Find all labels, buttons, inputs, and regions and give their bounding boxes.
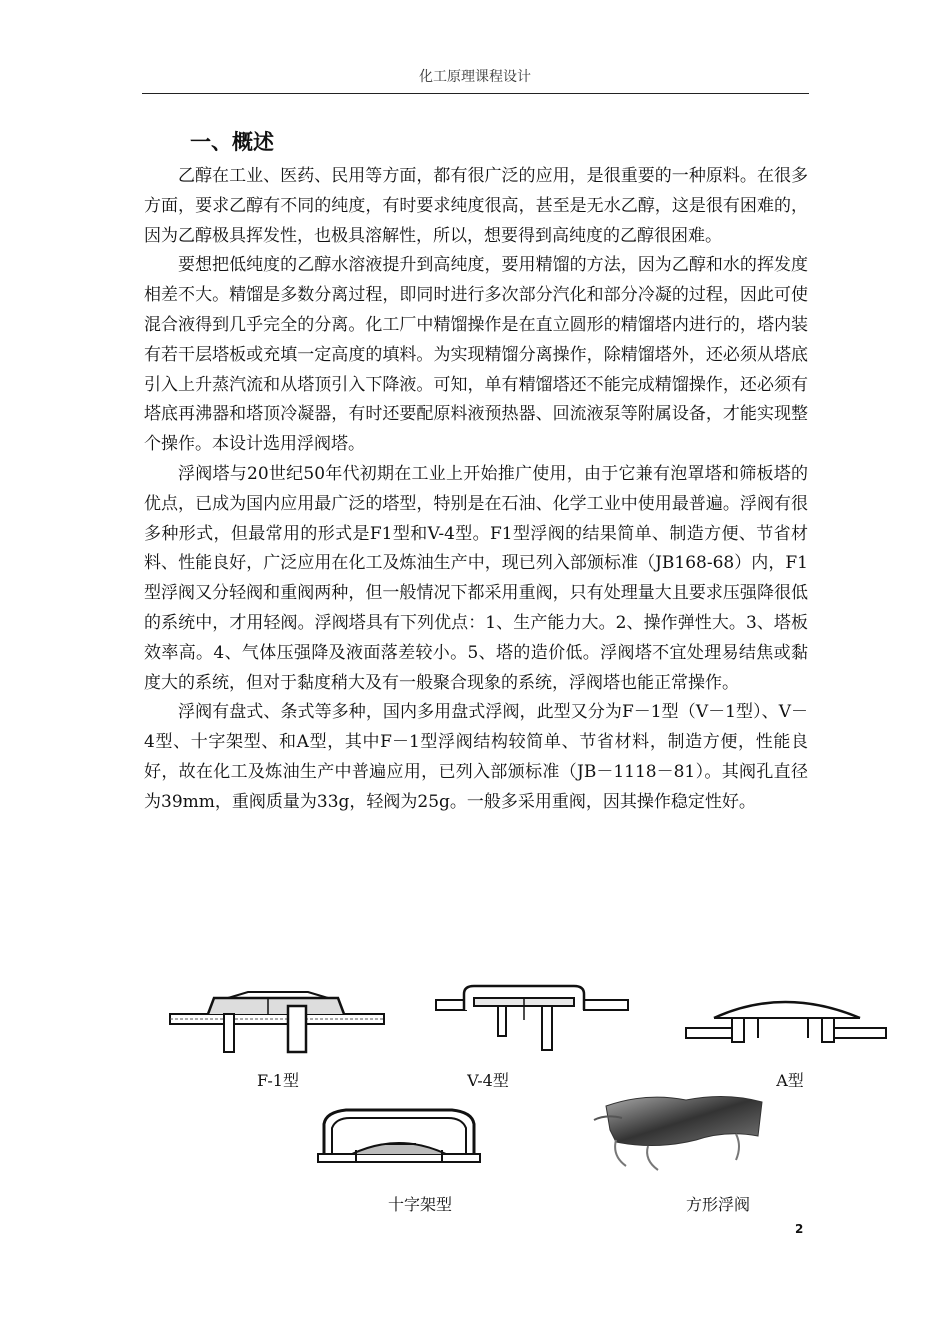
square-valve-drawing [586, 1090, 772, 1174]
a-valve-drawing [684, 992, 890, 1048]
figure-caption-f1: F-1型 [257, 1071, 299, 1090]
figure-caption-cross: 十字架型 [387, 1195, 452, 1214]
paragraph: 乙醇在工业、医药、民用等方面，都有很广泛的应用，是很重要的一种原料。在很多方面，要求乙醇有不同的纯度，有时要求纯度很高，甚至是无水乙醇，这是很有困难的，因为乙醇极具挥发性，也极具溶解性，所以，想要得到高纯度的乙醇很困难。 [144, 166, 808, 246]
paragraph: 浮阀塔与20世纪50年代初期在工业上开始推广使用，由于它兼有泡罩塔和筛板塔的优点，已成为国内应用最广泛的塔型，特别是在石油、化学工业中使用最普遍。浮阀有很多种形式，但最常用的形式是F1型和V-4型。F1型浮阀的结果简单、制造方便、节省材料、性能良好，广泛应用在化工及炼油生产中，现已列入部颁标准（JB168-68）内，F1 型浮阀又分轻阀和重阀两种，但一般情况下都采用重阀，只有处理量大且要求压强降很低的系统中，才用轻阀。浮阀塔具有下列优点：1、生产能力大。2、操作弹性大。3、塔板效率高。4、气体压强降及液面落差较小。5、塔的造价低。浮阀塔不宜处理易结焦或黏度大的系统，但对于黏度稍大及有一般聚合现象的系统，浮阀塔也能正常操作。 [144, 463, 808, 693]
page-header: 化工原理课程设计 [419, 69, 531, 85]
paragraph: 要想把低纯度的乙醇水溶液提升到高纯度，要用精馏的方法，因为乙醇和水的挥发度相差不大。精馏是多数分离过程，即同时进行多次部分汽化和部分冷凝的过程，因此可使混合液得到几乎完全的分离。化工厂中精馏操作是在直立圆形的精馏塔内进行的，塔内装有若干层塔板或充填一定高度的填料。为实现精馏分离操作，除精馏塔外，还必须从塔底引入上升蒸汽流和从塔顶引入下降液。可知，单有精馏塔还不能完成精馏操作，还必须有塔底再沸器和塔顶冷凝器，有时还要配原料液预热器、回流液泵等附属设备，才能实现整个操作。本设计选用浮阀塔。 [144, 255, 808, 455]
figure-caption-a: A型 [776, 1071, 804, 1090]
v4-valve-drawing [434, 980, 634, 1056]
header-rule [142, 93, 809, 94]
paragraph: 浮阀有盘式、条式等多种，国内多用盘式浮阀，此型又分为F－1型（V－1型）、V－4型、十字架型、和A型，其中F－1型浮阀结构较简单、节省材料，制造方便，性能良好，故在化工及炼油生产中普遍应用，已列入部颁标准（JB－1118－81）。其阀孔直径为39mm，重阀质量为33g，轻阀为25g。一般多采用重阀，因其操作稳定性好。 [144, 702, 808, 812]
page-number: 2 [795, 1222, 804, 1236]
cross-valve-drawing [316, 1102, 482, 1168]
body-text [144, 162, 808, 818]
f1-valve-drawing [168, 988, 388, 1058]
figure-caption-v4: V-4型 [467, 1071, 509, 1090]
section-title: 一、概述 [190, 130, 274, 154]
figure-caption-square: 方形浮阀 [685, 1195, 750, 1214]
